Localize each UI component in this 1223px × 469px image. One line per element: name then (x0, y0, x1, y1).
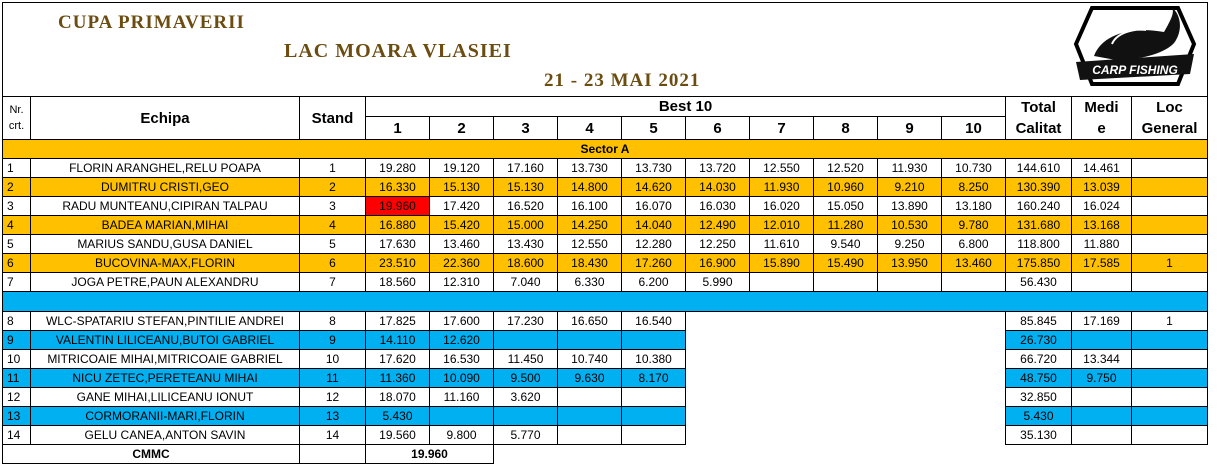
team-name: BADEA MARIAN,MIHAI (31, 216, 300, 235)
average-value (1072, 407, 1132, 426)
catch-value (622, 426, 686, 445)
header-echipa: Echipa (31, 97, 300, 140)
catch-value: 18.430 (558, 254, 622, 273)
header-col-10: 10 (942, 117, 1006, 140)
catch-value: 16.900 (686, 254, 750, 273)
row-nr: 7 (3, 273, 31, 292)
stand-number: 1 (300, 159, 366, 178)
catch-value: 14.800 (558, 178, 622, 197)
row-nr: 13 (3, 407, 31, 426)
catch-value (750, 273, 814, 292)
table-row (3, 273, 1208, 292)
header-medie: Medi e (1072, 97, 1132, 140)
catch-value: 11.610 (750, 235, 814, 254)
team-name: GELU CANEA,ANTON SAVIN (31, 426, 300, 445)
total-value: 144.610 (1006, 159, 1072, 178)
stand-number: 12 (300, 388, 366, 407)
row-nr: 1 (3, 159, 31, 178)
lake-name: LAC MOARA VLASIEI (284, 40, 512, 62)
average-value: 17.169 (1072, 312, 1132, 331)
general-place: 1 (1132, 254, 1208, 273)
stand-number: 2 (300, 178, 366, 197)
stand-number: 14 (300, 426, 366, 445)
catch-value: 13.430 (494, 235, 558, 254)
row-nr: 14 (3, 426, 31, 445)
cmmc-label: CMMC (3, 445, 300, 464)
catch-value: 9.630 (558, 369, 622, 388)
stand-number: 8 (300, 312, 366, 331)
row-nr: 12 (3, 388, 31, 407)
general-place (1132, 197, 1208, 216)
total-value: 35.130 (1006, 426, 1072, 445)
empty-gap (686, 407, 1006, 426)
average-value: 17.585 (1072, 254, 1132, 273)
catch-value: 17.825 (366, 312, 430, 331)
table-row (3, 407, 1208, 426)
catch-value: 12.550 (558, 235, 622, 254)
catch-value: 15.890 (750, 254, 814, 273)
total-value: 48.750 (1006, 369, 1072, 388)
header-col-6: 6 (686, 117, 750, 140)
row-nr: 2 (3, 178, 31, 197)
team-name: BUCOVINA-MAX,FLORIN (31, 254, 300, 273)
catch-value: 17.630 (366, 235, 430, 254)
catch-value (622, 331, 686, 350)
catch-value: 14.620 (622, 178, 686, 197)
stand-number: 5 (300, 235, 366, 254)
stand-number: 10 (300, 350, 366, 369)
catch-value: 16.070 (622, 197, 686, 216)
stand-number: 9 (300, 331, 366, 350)
catch-value: 11.160 (430, 388, 494, 407)
catch-value: 9.210 (878, 178, 942, 197)
total-value: 85.845 (1006, 312, 1072, 331)
catch-value: 18.600 (494, 254, 558, 273)
table-row (3, 159, 1208, 178)
average-value: 13.168 (1072, 216, 1132, 235)
average-value: 13.039 (1072, 178, 1132, 197)
catch-value (622, 407, 686, 426)
header-col-2: 2 (430, 117, 494, 140)
row-nr: 5 (3, 235, 31, 254)
catch-value: 9.500 (494, 369, 558, 388)
catch-value: 9.780 (942, 216, 1006, 235)
catch-value: 15.000 (494, 216, 558, 235)
catch-value: 12.490 (686, 216, 750, 235)
stand-number: 7 (300, 273, 366, 292)
catch-value: 3.620 (494, 388, 558, 407)
average-value (1072, 426, 1132, 445)
table-row (3, 369, 1208, 388)
catch-value: 15.130 (430, 178, 494, 197)
catch-value: 11.280 (814, 216, 878, 235)
catch-value (622, 388, 686, 407)
catch-value: 11.930 (750, 178, 814, 197)
row-nr: 9 (3, 331, 31, 350)
catch-value: 9.800 (430, 426, 494, 445)
header-loc: Loc General (1132, 97, 1208, 140)
team-name: MITRICOAIE MIHAI,MITRICOAIE GABRIEL (31, 350, 300, 369)
table-row (3, 426, 1208, 445)
team-name: GANE MIHAI,LILICEANU IONUT (31, 388, 300, 407)
catch-value: 16.530 (430, 350, 494, 369)
stand-number: 6 (300, 254, 366, 273)
catch-value: 15.420 (430, 216, 494, 235)
catch-value: 5.770 (494, 426, 558, 445)
catch-value: 14.030 (686, 178, 750, 197)
catch-value: 12.520 (814, 159, 878, 178)
general-place (1132, 159, 1208, 178)
catch-value: 5.430 (366, 407, 430, 426)
total-value: 5.430 (1006, 407, 1072, 426)
table-row (3, 197, 1208, 216)
general-place (1132, 407, 1208, 426)
catch-value: 14.040 (622, 216, 686, 235)
catch-value: 13.460 (430, 235, 494, 254)
table-row (3, 235, 1208, 254)
team-name: NICU ZETEC,PERETEANU MIHAI (31, 369, 300, 388)
team-name: JOGA PETRE,PAUN ALEXANDRU (31, 273, 300, 292)
catch-value: 10.530 (878, 216, 942, 235)
team-name: DUMITRU CRISTI,GEO (31, 178, 300, 197)
average-value: 11.880 (1072, 235, 1132, 254)
table-row (3, 254, 1208, 273)
row-nr: 6 (3, 254, 31, 273)
header-best10: Best 10 (366, 97, 1006, 117)
catch-value (942, 273, 1006, 292)
total-value: 56.430 (1006, 273, 1072, 292)
catch-value: 6.800 (942, 235, 1006, 254)
average-value: 14.461 (1072, 159, 1132, 178)
empty-gap (686, 369, 1006, 388)
catch-value: 17.600 (430, 312, 494, 331)
catch-value (814, 273, 878, 292)
team-name: CORMORANII-MARI,FLORIN (31, 407, 300, 426)
catch-value: 12.010 (750, 216, 814, 235)
stand-number: 11 (300, 369, 366, 388)
header-nr: Nr. crt. (3, 97, 31, 140)
catch-value: 9.250 (878, 235, 942, 254)
catch-value: 17.230 (494, 312, 558, 331)
sector-label: Sector A (3, 140, 1208, 159)
catch-value (558, 426, 622, 445)
catch-value: 6.330 (558, 273, 622, 292)
catch-value: 16.100 (558, 197, 622, 216)
table-row (3, 178, 1208, 197)
catch-value (494, 331, 558, 350)
catch-value: 8.250 (942, 178, 1006, 197)
catch-value (430, 407, 494, 426)
catch-value: 18.070 (366, 388, 430, 407)
header-total: Total Calitat (1006, 97, 1072, 140)
total-value: 26.730 (1006, 331, 1072, 350)
catch-value: 16.030 (686, 197, 750, 216)
catch-value: 11.450 (494, 350, 558, 369)
catch-value: 12.250 (686, 235, 750, 254)
catch-value: 10.960 (814, 178, 878, 197)
catch-value: 9.540 (814, 235, 878, 254)
general-place (1132, 216, 1208, 235)
header-col-7: 7 (750, 117, 814, 140)
general-place (1132, 235, 1208, 254)
header-stand: Stand (300, 97, 366, 140)
header-col-9: 9 (878, 117, 942, 140)
catch-value: 18.560 (366, 273, 430, 292)
stand-number: 13 (300, 407, 366, 426)
section-separator (3, 292, 1208, 312)
table-row (3, 312, 1208, 331)
catch-value: 10.740 (558, 350, 622, 369)
catch-value (558, 407, 622, 426)
catch-value: 15.050 (814, 197, 878, 216)
logo-text: CARP FISHING (1092, 63, 1178, 77)
cmmc-empty (300, 445, 366, 464)
catch-value: 13.730 (622, 159, 686, 178)
header-col-4: 4 (558, 117, 622, 140)
total-value: 118.800 (1006, 235, 1072, 254)
header-col-1: 1 (366, 117, 430, 140)
team-name: FLORIN ARANGHEL,RELU POAPA (31, 159, 300, 178)
team-name: WLC-SPATARIU STEFAN,PINTILIE ANDREI (31, 312, 300, 331)
table-row (3, 216, 1208, 235)
catch-value: 16.650 (558, 312, 622, 331)
team-name: MARIUS SANDU,GUSA DANIEL (31, 235, 300, 254)
catch-value: 14.250 (558, 216, 622, 235)
row-nr: 11 (3, 369, 31, 388)
general-place (1132, 350, 1208, 369)
catch-value: 10.090 (430, 369, 494, 388)
event-dates: 21 - 23 MAI 2021 (544, 70, 701, 91)
team-name: RADU MUNTEANU,CIPIRAN TALPAU (31, 197, 300, 216)
results-table (2, 96, 1208, 464)
catch-value: 13.460 (942, 254, 1006, 273)
catch-value: 16.520 (494, 197, 558, 216)
sector-row (3, 140, 1208, 159)
catch-value: 17.620 (366, 350, 430, 369)
catch-value: 12.620 (430, 331, 494, 350)
cmmc-value: 19.960 (366, 445, 494, 464)
catch-value: 13.180 (942, 197, 1006, 216)
catch-value: 19.280 (366, 159, 430, 178)
catch-value: 15.490 (814, 254, 878, 273)
general-place (1132, 388, 1208, 407)
catch-value (558, 388, 622, 407)
empty-gap (686, 388, 1006, 407)
general-place (1132, 369, 1208, 388)
catch-value: 17.160 (494, 159, 558, 178)
catch-value: 10.730 (942, 159, 1006, 178)
table-row (3, 350, 1208, 369)
total-value: 32.850 (1006, 388, 1072, 407)
cmmc-row (3, 445, 1208, 464)
empty-gap (686, 312, 1006, 331)
header-col-5: 5 (622, 117, 686, 140)
total-value: 175.850 (1006, 254, 1072, 273)
total-value: 160.240 (1006, 197, 1072, 216)
header-col-3: 3 (494, 117, 558, 140)
total-value: 130.390 (1006, 178, 1072, 197)
catch-value: 16.540 (622, 312, 686, 331)
catch-value: 11.930 (878, 159, 942, 178)
catch-value: 15.130 (494, 178, 558, 197)
catch-value: 23.510 (366, 254, 430, 273)
catch-value: 10.380 (622, 350, 686, 369)
row-nr: 8 (3, 312, 31, 331)
catch-value: 13.730 (558, 159, 622, 178)
catch-value: 16.020 (750, 197, 814, 216)
general-place (1132, 426, 1208, 445)
empty-gap (686, 331, 1006, 350)
catch-value: 8.170 (622, 369, 686, 388)
team-name: VALENTIN LILICEANU,BUTOI GABRIEL (31, 331, 300, 350)
stand-number: 3 (300, 197, 366, 216)
empty-gap (686, 350, 1006, 369)
average-value (1072, 388, 1132, 407)
catch-value: 19.120 (430, 159, 494, 178)
general-place (1132, 178, 1208, 197)
catch-value (494, 407, 558, 426)
table-row (3, 388, 1208, 407)
cmmc-blank (494, 445, 1208, 464)
separator-cell (3, 292, 1208, 312)
catch-value: 13.950 (878, 254, 942, 273)
catch-value: 12.280 (622, 235, 686, 254)
general-place (1132, 331, 1208, 350)
catch-value: 22.360 (430, 254, 494, 273)
header-col-8: 8 (814, 117, 878, 140)
general-place: 1 (1132, 312, 1208, 331)
catch-value: 5.990 (686, 273, 750, 292)
catch-value: 14.110 (366, 331, 430, 350)
table-row (3, 331, 1208, 350)
catch-value: 11.360 (366, 369, 430, 388)
catch-value: 6.200 (622, 273, 686, 292)
catch-value: 13.890 (878, 197, 942, 216)
average-value: 16.024 (1072, 197, 1132, 216)
catch-value: 19.560 (366, 426, 430, 445)
row-nr: 4 (3, 216, 31, 235)
catch-value (558, 331, 622, 350)
row-nr: 10 (3, 350, 31, 369)
catch-value: 7.040 (494, 273, 558, 292)
average-value (1072, 273, 1132, 292)
catch-value: 19.960 (366, 197, 430, 216)
catch-value: 17.260 (622, 254, 686, 273)
stand-number: 4 (300, 216, 366, 235)
general-place (1132, 273, 1208, 292)
row-nr: 3 (3, 197, 31, 216)
catch-value: 12.310 (430, 273, 494, 292)
catch-value: 16.880 (366, 216, 430, 235)
catch-value (878, 273, 942, 292)
total-value: 131.680 (1006, 216, 1072, 235)
carp-fishing-logo (1072, 4, 1198, 90)
total-value: 66.720 (1006, 350, 1072, 369)
empty-gap (686, 426, 1006, 445)
catch-value: 13.720 (686, 159, 750, 178)
average-value: 9.750 (1072, 369, 1132, 388)
catch-value: 17.420 (430, 197, 494, 216)
catch-value: 16.330 (366, 178, 430, 197)
average-value (1072, 331, 1132, 350)
catch-value: 12.550 (750, 159, 814, 178)
competition-title: CUPA PRIMAVERII (58, 12, 245, 33)
average-value: 13.344 (1072, 350, 1132, 369)
